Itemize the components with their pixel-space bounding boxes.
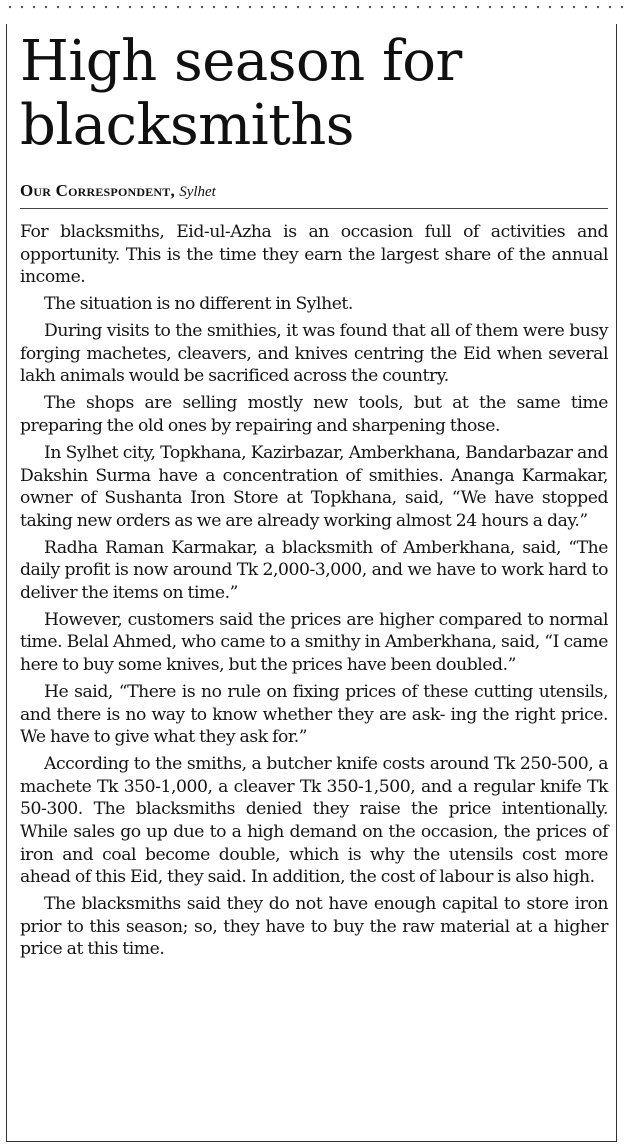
column-border-left	[6, 24, 7, 1142]
article-paragraph: The blacksmiths said they do not have enough capital to store iron prior to this season; so, they have to buy the raw material at a higher price at this time.	[20, 894, 608, 960]
dotted-divider	[0, 4, 624, 10]
column-border-right	[616, 24, 617, 1142]
byline-location: Sylhet	[179, 184, 216, 200]
headline: High season for blacksmiths	[20, 29, 462, 158]
article-paragraph: According to the smiths, a butcher knife costs around Tk 250-500, a machete Tk 350-1,000, a cleaver Tk 350-1,500, and a regular knife Tk 50-300. The blacksmiths denied they raise the price intentionally. While sales go up due to a high demand on the occasion, the prices of iron and coal become double, which is why the utensils cost more ahead of this Eid, they said. In addition, the cost of labour is also high.	[20, 754, 608, 888]
article-paragraph: He said, “There is no rule on fixing prices of these cutting utensils, and there is no way to know whether they are ask- ing the right price. We have to give what they ask for.”	[20, 682, 608, 748]
byline-rule	[20, 208, 608, 209]
article-paragraph: Radha Raman Karmakar, a blacksmith of Amberkhana, said, “The daily profit is now around Tk 2,000-3,000, and we have to work hard to deliver the items on time.”	[20, 537, 608, 603]
article-paragraph: In Sylhet city, Topkhana, Kazirbazar, Amberkhana, Bandarbazar and Dakshin Surma have a concentration of smithies. Ananga Karmakar, owner of Sushanta Iron Store at Topkhana, said, “We have stopped taking new orders as we are already working almost 24 hours a day.”	[20, 442, 608, 531]
article-paragraph: The shops are selling mostly new tools, but at the same time preparing the old ones by repairing and sharpening those.	[20, 393, 608, 436]
article-paragraph: The situation is no different in Sylhet.	[44, 294, 353, 315]
column-border-bottom	[6, 1141, 617, 1142]
article-paragraph: However, customers said the prices are higher compared to normal time. Belal Ahmed, who came to a smithy in Amberkhana, said, “I came here to buy some knives, but the prices have been doubled.”	[20, 609, 608, 676]
byline-author: Our Correspondent,	[20, 181, 175, 200]
article-paragraph: For blacksmiths, Eid-ul-Azha is an occasion full of activities and opportunity. This is the time they earn the largest share of the annual income.	[20, 222, 608, 288]
article-body	[20, 221, 608, 965]
byline	[20, 181, 216, 202]
article-paragraph: During visits to the smithies, it was found that all of them were busy forging machetes, cleavers, and knives centring the Eid when several lakh animals would be sacrificed across the country.	[20, 321, 608, 387]
